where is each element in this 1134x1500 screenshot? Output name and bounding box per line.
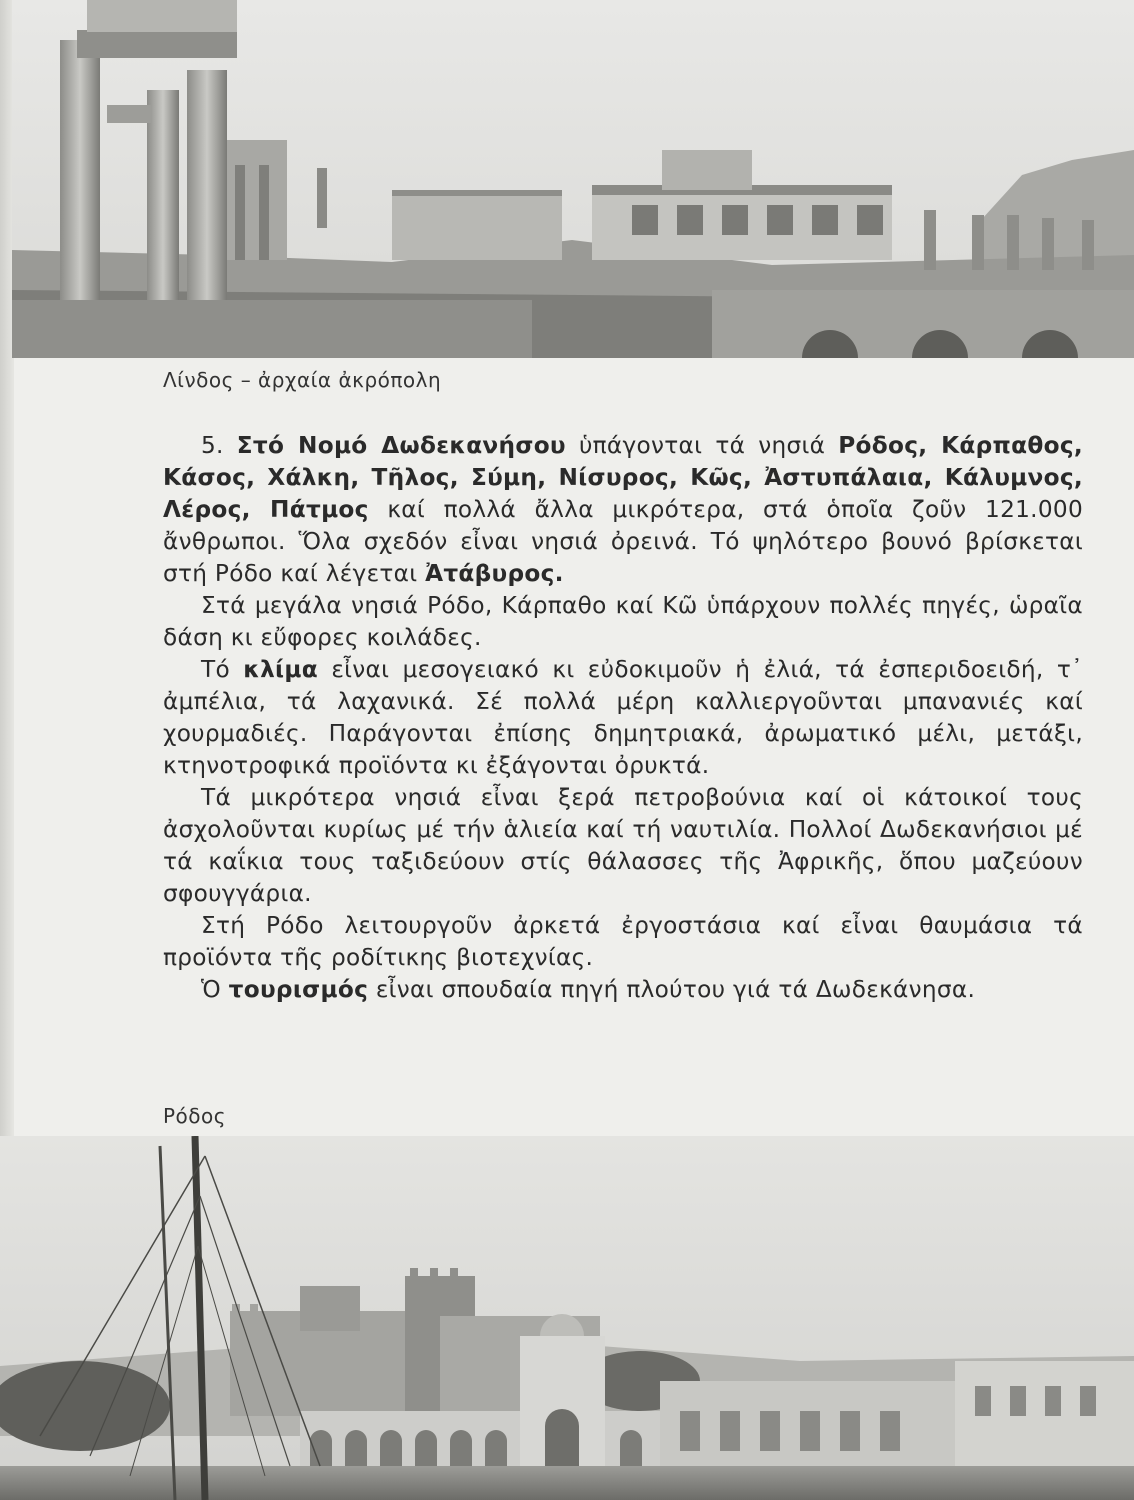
- text-fragment: Ὁ: [201, 976, 221, 1003]
- text-fragment: καί πολλά ἄλλα μικρότερα, στά ὁποῖα ζοῦν 121.000 ἄνθρωποι. Ὅλα σχεδόν εἶναι νησιά ὀρεινά. Τό ψηλότερο βουνό βρίσκεται στή Ρόδο καί λέγεται: [163, 496, 1084, 587]
- lindos-acropolis-photo: [12, 0, 1134, 358]
- bold-term-atavyros: Ἀτάβυρος.: [425, 560, 564, 587]
- caption-lindos: Λίνδος – ἀρχαία ἀκρόπολη: [163, 368, 442, 392]
- bold-term-klima: κλίμα: [243, 656, 318, 683]
- text-fragment: ὑπάγονται τά νησιά: [578, 432, 826, 459]
- rhodes-harbour-photo: [0, 1136, 1134, 1500]
- paragraph-industry: Στή Ρόδο λειτουργοῦν ἀρκετά ἐργοστάσια καί εἶναι θαυμάσια τά προϊόντα τῆς ροδίτικης βιοτεχνίας.: [163, 912, 1083, 971]
- paragraph-climate: [163, 654, 1083, 782]
- bold-island-list: Ρόδος, Κάρπαθος, Κάσος, Χάλκη, Τῆλος, Σύμη, Νίσυρος, Κῶς, Ἀστυπάλαια, Κάλυμνος, Λέρος, Πάτμος: [163, 432, 1084, 523]
- text-fragment: εἶναι σπουδαία πηγή πλούτου γιά τά Δωδεκάνησα.: [375, 976, 976, 1003]
- harbour-illustration: [0, 1136, 1134, 1500]
- paragraph-tourism: [163, 974, 1083, 1006]
- section-number: 5.: [201, 432, 224, 459]
- paragraph-large-islands: Στά μεγάλα νησιά Ρόδο, Κάρπαθο καί Κῶ ὑπάρχουν πολλές πηγές, ὡραῖα δάση κι εὔφορες κοιλάδες.: [163, 592, 1083, 651]
- bold-term-nomos: Στό Νομό Δωδεκανήσου: [236, 432, 566, 459]
- text-fragment: Τό: [201, 656, 230, 683]
- text-fragment: εἶναι μεσογειακό κι εὐδοκιμοῦν ἡ ἐλιά, τά ἐσπεριδοειδή, τ᾽ ἀμπέλια, τά λαχανικά. Σέ πολλά μέρη καλλιεργοῦνται μπανανιές καί χουρμαδιές. Παράγονται ἐπίσης δημητριακά, ἀρωματικό μέλι, μετάξι, κτηνοτροφικά προϊόντα κι ἐξάγονται ὀρυκτά.: [163, 656, 1084, 779]
- paragraph-small-islands: Τά μικρότερα νησιά εἶναι ξερά πετροβούνια καί οἱ κάτοικοί τους ἀσχολοῦνται κυρίως μέ τήν ἁλιεία καί τή ναυτιλία. Πολλοί Δωδεκανήσιοι μέ τά καΐκια τους ταξιδεύουν στίς θάλασσες τῆς Ἀφρικῆς, ὅπου μαζεύουν σφουγγάρια.: [163, 784, 1083, 907]
- acropolis-illustration: [12, 0, 1134, 358]
- caption-rhodes: Ρόδος: [163, 1104, 227, 1128]
- paragraph-dodecanese-islands: [163, 430, 1083, 590]
- body-text: [163, 430, 1083, 1006]
- bold-term-tourism: τουρισμός: [228, 976, 369, 1003]
